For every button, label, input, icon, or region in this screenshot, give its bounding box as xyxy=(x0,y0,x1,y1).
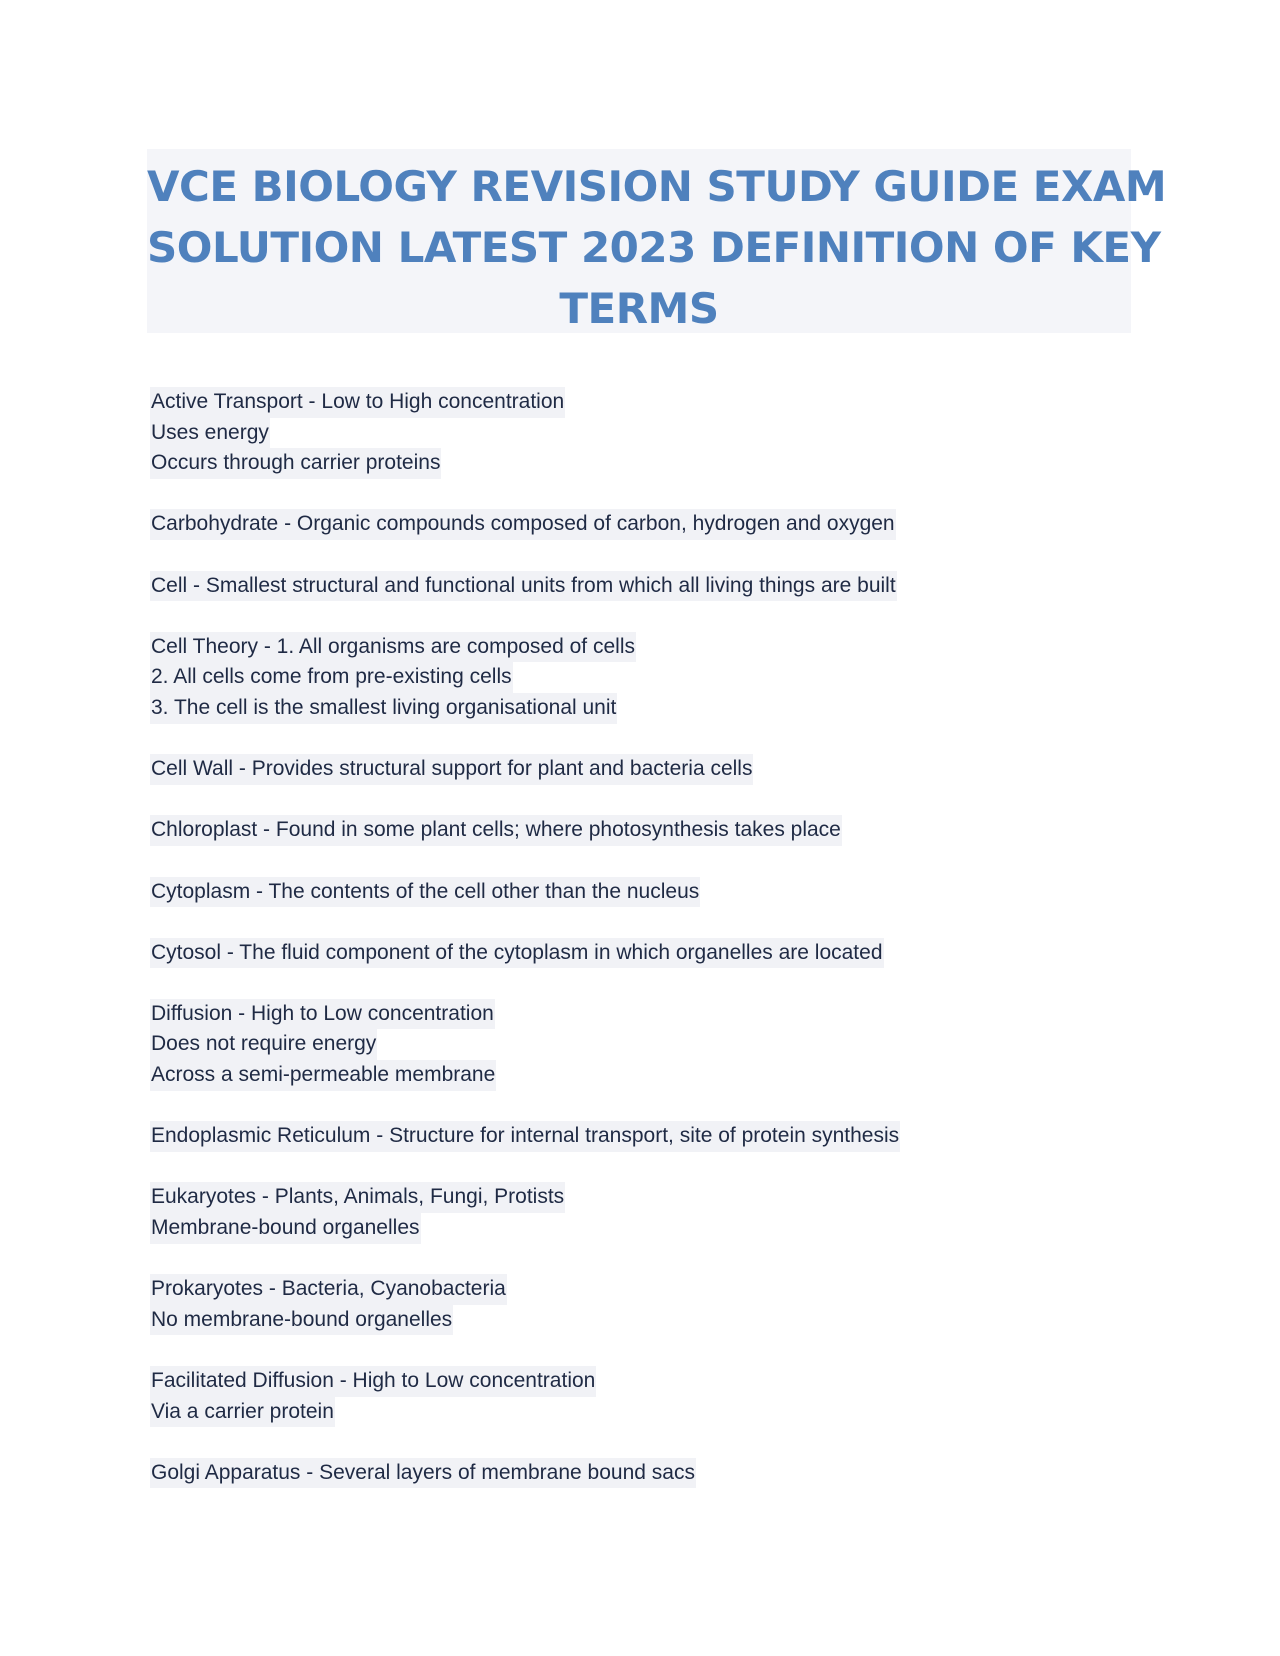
definition-entry-active-transport xyxy=(150,387,1170,479)
definition-line: Facilitated Diffusion - High to Low concentration xyxy=(150,1366,596,1397)
definition-line: No membrane-bound organelles xyxy=(150,1305,453,1336)
definition-entry-cell xyxy=(150,571,1170,602)
definition-entry-golgi-apparatus xyxy=(150,1458,1170,1489)
definition-line: Does not require energy xyxy=(150,1029,377,1060)
definitions-list xyxy=(150,387,1170,1519)
definition-line: Uses energy xyxy=(150,418,270,449)
definition-entry-facilitated-diffusion xyxy=(150,1366,1170,1427)
definition-entry-cytoplasm xyxy=(150,877,1170,908)
title-line: SOLUTION LATEST 2023 DEFINITION OF KEY xyxy=(147,223,1161,272)
definition-entry-carbohydrate xyxy=(150,509,1170,540)
definition-line: Cell Theory - 1. All organisms are composed of cells xyxy=(150,632,636,663)
definition-line: Endoplasmic Reticulum - Structure for internal transport, site of protein synthesis xyxy=(150,1121,900,1152)
definition-line: Cell Wall - Provides structural support for plant and bacteria cells xyxy=(150,754,753,785)
definition-entry-endoplasmic-reticulum xyxy=(150,1121,1170,1152)
definition-line: Membrane-bound organelles xyxy=(150,1213,421,1244)
document-title xyxy=(147,156,1167,339)
definition-line: Across a semi-permeable membrane xyxy=(150,1060,496,1091)
definition-entry-cytosol xyxy=(150,938,1170,969)
definition-entry-cell-theory xyxy=(150,632,1170,724)
definition-line: Cell - Smallest structural and functional units from which all living things are built xyxy=(150,571,897,602)
definition-line: 3. The cell is the smallest living organisational unit xyxy=(150,693,617,724)
definition-line: Carbohydrate - Organic compounds composed of carbon, hydrogen and oxygen xyxy=(150,509,896,540)
title-box xyxy=(147,149,1167,333)
definition-entry-chloroplast xyxy=(150,815,1170,846)
title-line: TERMS xyxy=(559,284,719,333)
definition-entry-diffusion xyxy=(150,999,1170,1091)
definition-line: Diffusion - High to Low concentration xyxy=(150,999,495,1030)
definition-entry-eukaryotes xyxy=(150,1182,1170,1243)
definition-line: Eukaryotes - Plants, Animals, Fungi, Protists xyxy=(150,1182,565,1213)
definition-line: Prokaryotes - Bacteria, Cyanobacteria xyxy=(150,1274,507,1305)
definition-line: Cytosol - The fluid component of the cytoplasm in which organelles are located xyxy=(150,938,884,969)
definition-entry-cell-wall xyxy=(150,754,1170,785)
definition-line: Golgi Apparatus - Several layers of membrane bound sacs xyxy=(150,1458,696,1489)
definition-line: Cytoplasm - The contents of the cell other than the nucleus xyxy=(150,877,700,908)
definition-line: Chloroplast - Found in some plant cells; where photosynthesis takes place xyxy=(150,815,842,846)
definition-line: Via a carrier protein xyxy=(150,1397,335,1428)
title-line: VCE BIOLOGY REVISION STUDY GUIDE EXAM xyxy=(147,162,1167,211)
definition-line: Active Transport - Low to High concentration xyxy=(150,387,565,418)
definition-line: 2. All cells come from pre-existing cells xyxy=(150,662,513,693)
definition-line: Occurs through carrier proteins xyxy=(150,448,441,479)
definition-entry-prokaryotes xyxy=(150,1274,1170,1335)
